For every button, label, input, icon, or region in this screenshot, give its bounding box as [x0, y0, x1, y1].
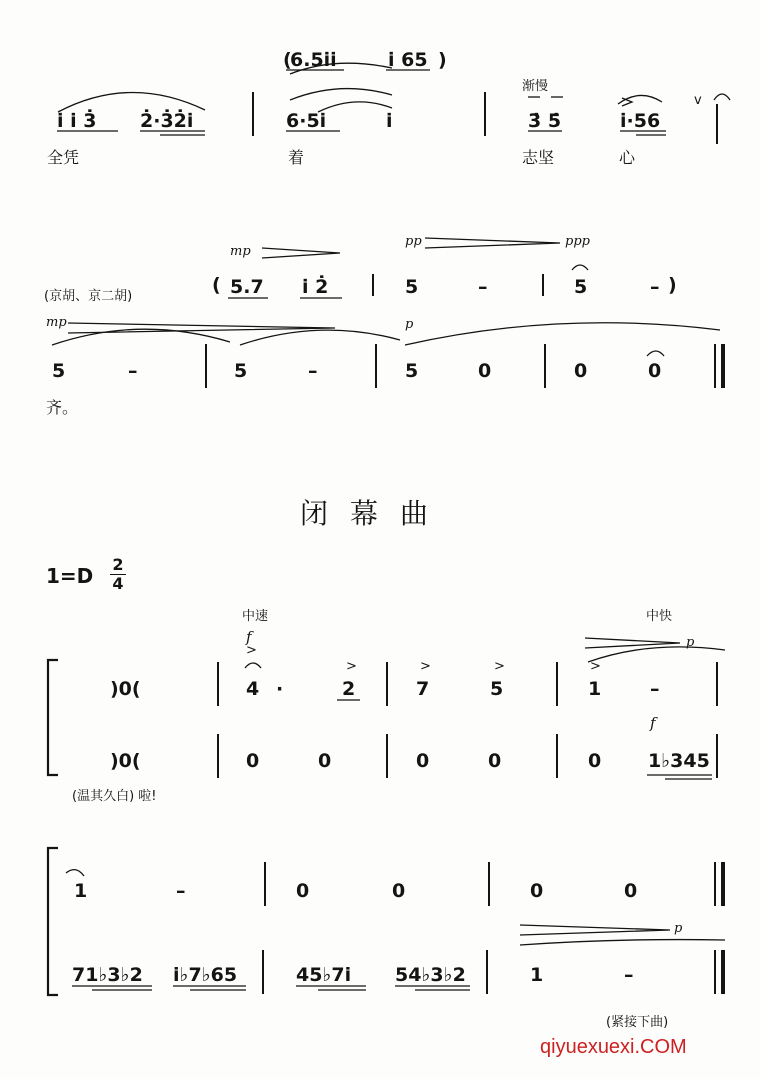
alt-melody-a: 6.5i̇i̇ — [290, 49, 337, 71]
s2-lower-notes: 5 — [234, 360, 248, 382]
barline-end — [714, 344, 716, 388]
lyric: 着 — [288, 148, 305, 167]
s1-notes-2a: 6·5i̇ — [286, 110, 327, 132]
s2-upper-notes: 5 — [405, 276, 419, 298]
s1-notes-3a: 3̇ 5̇ — [528, 110, 562, 132]
s3-lower-note: 0 — [416, 750, 430, 772]
s4-lower-notes: – — [624, 964, 634, 986]
s3-upper-note: 5 — [490, 678, 504, 700]
barline — [386, 662, 388, 706]
barline — [488, 862, 490, 906]
s3-lower-note: 0 — [488, 750, 502, 772]
s2-upper-notes: i̇ 2̇ — [302, 276, 329, 298]
barline-end — [714, 862, 716, 906]
dynamic-f: f — [246, 628, 252, 646]
barline — [262, 950, 264, 994]
accent-mark: > — [246, 643, 257, 658]
s1-notes-2b: i̇ — [386, 110, 393, 132]
s4-lower-notes: 71♭3♭2 — [72, 964, 143, 986]
s2-lower-notes: 0 — [648, 360, 662, 382]
barline — [484, 92, 486, 136]
accent-mark: > — [346, 659, 357, 674]
s4-upper-note: – — [176, 880, 186, 902]
s4-upper-note: 0 — [624, 880, 638, 902]
alt-close-paren: ) — [438, 49, 447, 71]
barline-end — [721, 344, 725, 388]
s3-lower-note: 0 — [246, 750, 260, 772]
segue-note: (紧接下曲) — [606, 1015, 669, 1030]
tempo-moderately-fast: 中快 — [646, 609, 673, 624]
s3-upper-pickup: )0( — [110, 678, 141, 700]
barline — [205, 344, 207, 388]
accent-mark: > — [590, 659, 601, 674]
barline — [252, 92, 254, 136]
watermark: qiyuexuexi.COM — [540, 1036, 687, 1058]
dynamic-p: p — [405, 317, 414, 332]
s4-lower-notes: 1 — [530, 964, 544, 986]
s1-notes-1a: i̇ i̇ 3̇ — [57, 110, 97, 132]
dynamic-mp: mp — [230, 244, 251, 259]
barline — [544, 344, 546, 388]
alt-open-paren: ( — [283, 49, 292, 71]
barline — [264, 862, 266, 906]
barline — [375, 344, 377, 388]
lyric: 齐。 — [46, 398, 79, 417]
key-signature: 1=D — [46, 564, 94, 588]
s4-upper-note: 0 — [392, 880, 406, 902]
barline — [486, 950, 488, 994]
s2-upper-notes: 5 — [574, 276, 588, 298]
s3-lower-note: 0 — [588, 750, 602, 772]
alt-melody-b: i̇ 65 — [388, 49, 428, 71]
s4-lower-notes: 45♭7i — [296, 964, 352, 986]
dynamic-mp: mp — [46, 315, 67, 330]
spoken-line: (温其久白) 啦! — [72, 789, 157, 804]
breath-mark: v — [694, 93, 702, 108]
lyric: 志坚 — [522, 148, 555, 167]
s3-upper-note: 4 — [246, 678, 260, 700]
barline — [556, 734, 558, 778]
s3-upper-note: – — [650, 678, 660, 700]
s4-lower-notes: 54♭3♭2 — [395, 964, 466, 986]
lyric: 全凭 — [47, 148, 80, 167]
s2-upper-notes: 5.7 — [230, 276, 264, 298]
s2-lower-notes: 5 — [405, 360, 419, 382]
s4-lower-notes: i♭7♭65 — [173, 964, 238, 986]
barline — [556, 662, 558, 706]
s3-upper-note: 1 — [588, 678, 602, 700]
tempo-moderate: 中速 — [242, 609, 269, 624]
barline — [542, 274, 544, 296]
time-denominator: 4 — [110, 574, 126, 593]
s2-lower-notes: 0 — [574, 360, 588, 382]
s2-upper-notes: – — [478, 276, 488, 298]
barline — [716, 662, 718, 706]
s2-lower-notes: 5 — [52, 360, 66, 382]
dynamic-p: p — [674, 921, 683, 936]
s4-upper-note: 1 — [74, 880, 88, 902]
s1-notes-1b: 2̇·3̇2̇i̇ — [140, 110, 194, 132]
close-paren: ) — [668, 274, 677, 296]
accent-mark: > — [494, 659, 505, 674]
s2-lower-notes: – — [128, 360, 138, 382]
piece-title: 闭幕曲 — [300, 497, 451, 530]
barline-end — [716, 104, 718, 144]
barline — [716, 734, 718, 778]
barline — [217, 734, 219, 778]
s3-lower-pickup: )0( — [110, 750, 141, 772]
accent-mark: > — [420, 659, 431, 674]
s3-upper-note: 2 — [342, 678, 356, 700]
s3-lower-note: 1♭345 — [648, 750, 710, 772]
barline — [386, 734, 388, 778]
barline — [217, 662, 219, 706]
s4-upper-note: 0 — [530, 880, 544, 902]
s3-lower-note: 0 — [318, 750, 332, 772]
dynamic-p: p — [686, 635, 695, 650]
barline-end — [721, 950, 725, 994]
instrument-label: (京胡、京二胡) — [44, 289, 133, 304]
tempo-slowing: 渐慢 — [522, 79, 549, 94]
barline — [372, 274, 374, 296]
s2-lower-notes: – — [308, 360, 318, 382]
s4-upper-note: 0 — [296, 880, 310, 902]
time-signature — [110, 556, 126, 593]
dynamic-ppp: ppp — [565, 234, 590, 249]
s3-upper-note: · — [276, 678, 284, 700]
barline-end — [721, 862, 725, 906]
barline-end — [714, 950, 716, 994]
open-paren: ( — [212, 274, 221, 296]
dynamic-f: f — [650, 714, 656, 732]
time-numerator: 2 — [112, 555, 124, 574]
dynamic-pp: pp — [405, 234, 422, 249]
s2-lower-notes: 0 — [478, 360, 492, 382]
lyric: 心 — [619, 148, 636, 167]
s2-upper-notes: – — [650, 276, 660, 298]
s3-upper-note: 7 — [416, 678, 430, 700]
s1-notes-3b: i̇·56 — [620, 110, 661, 132]
